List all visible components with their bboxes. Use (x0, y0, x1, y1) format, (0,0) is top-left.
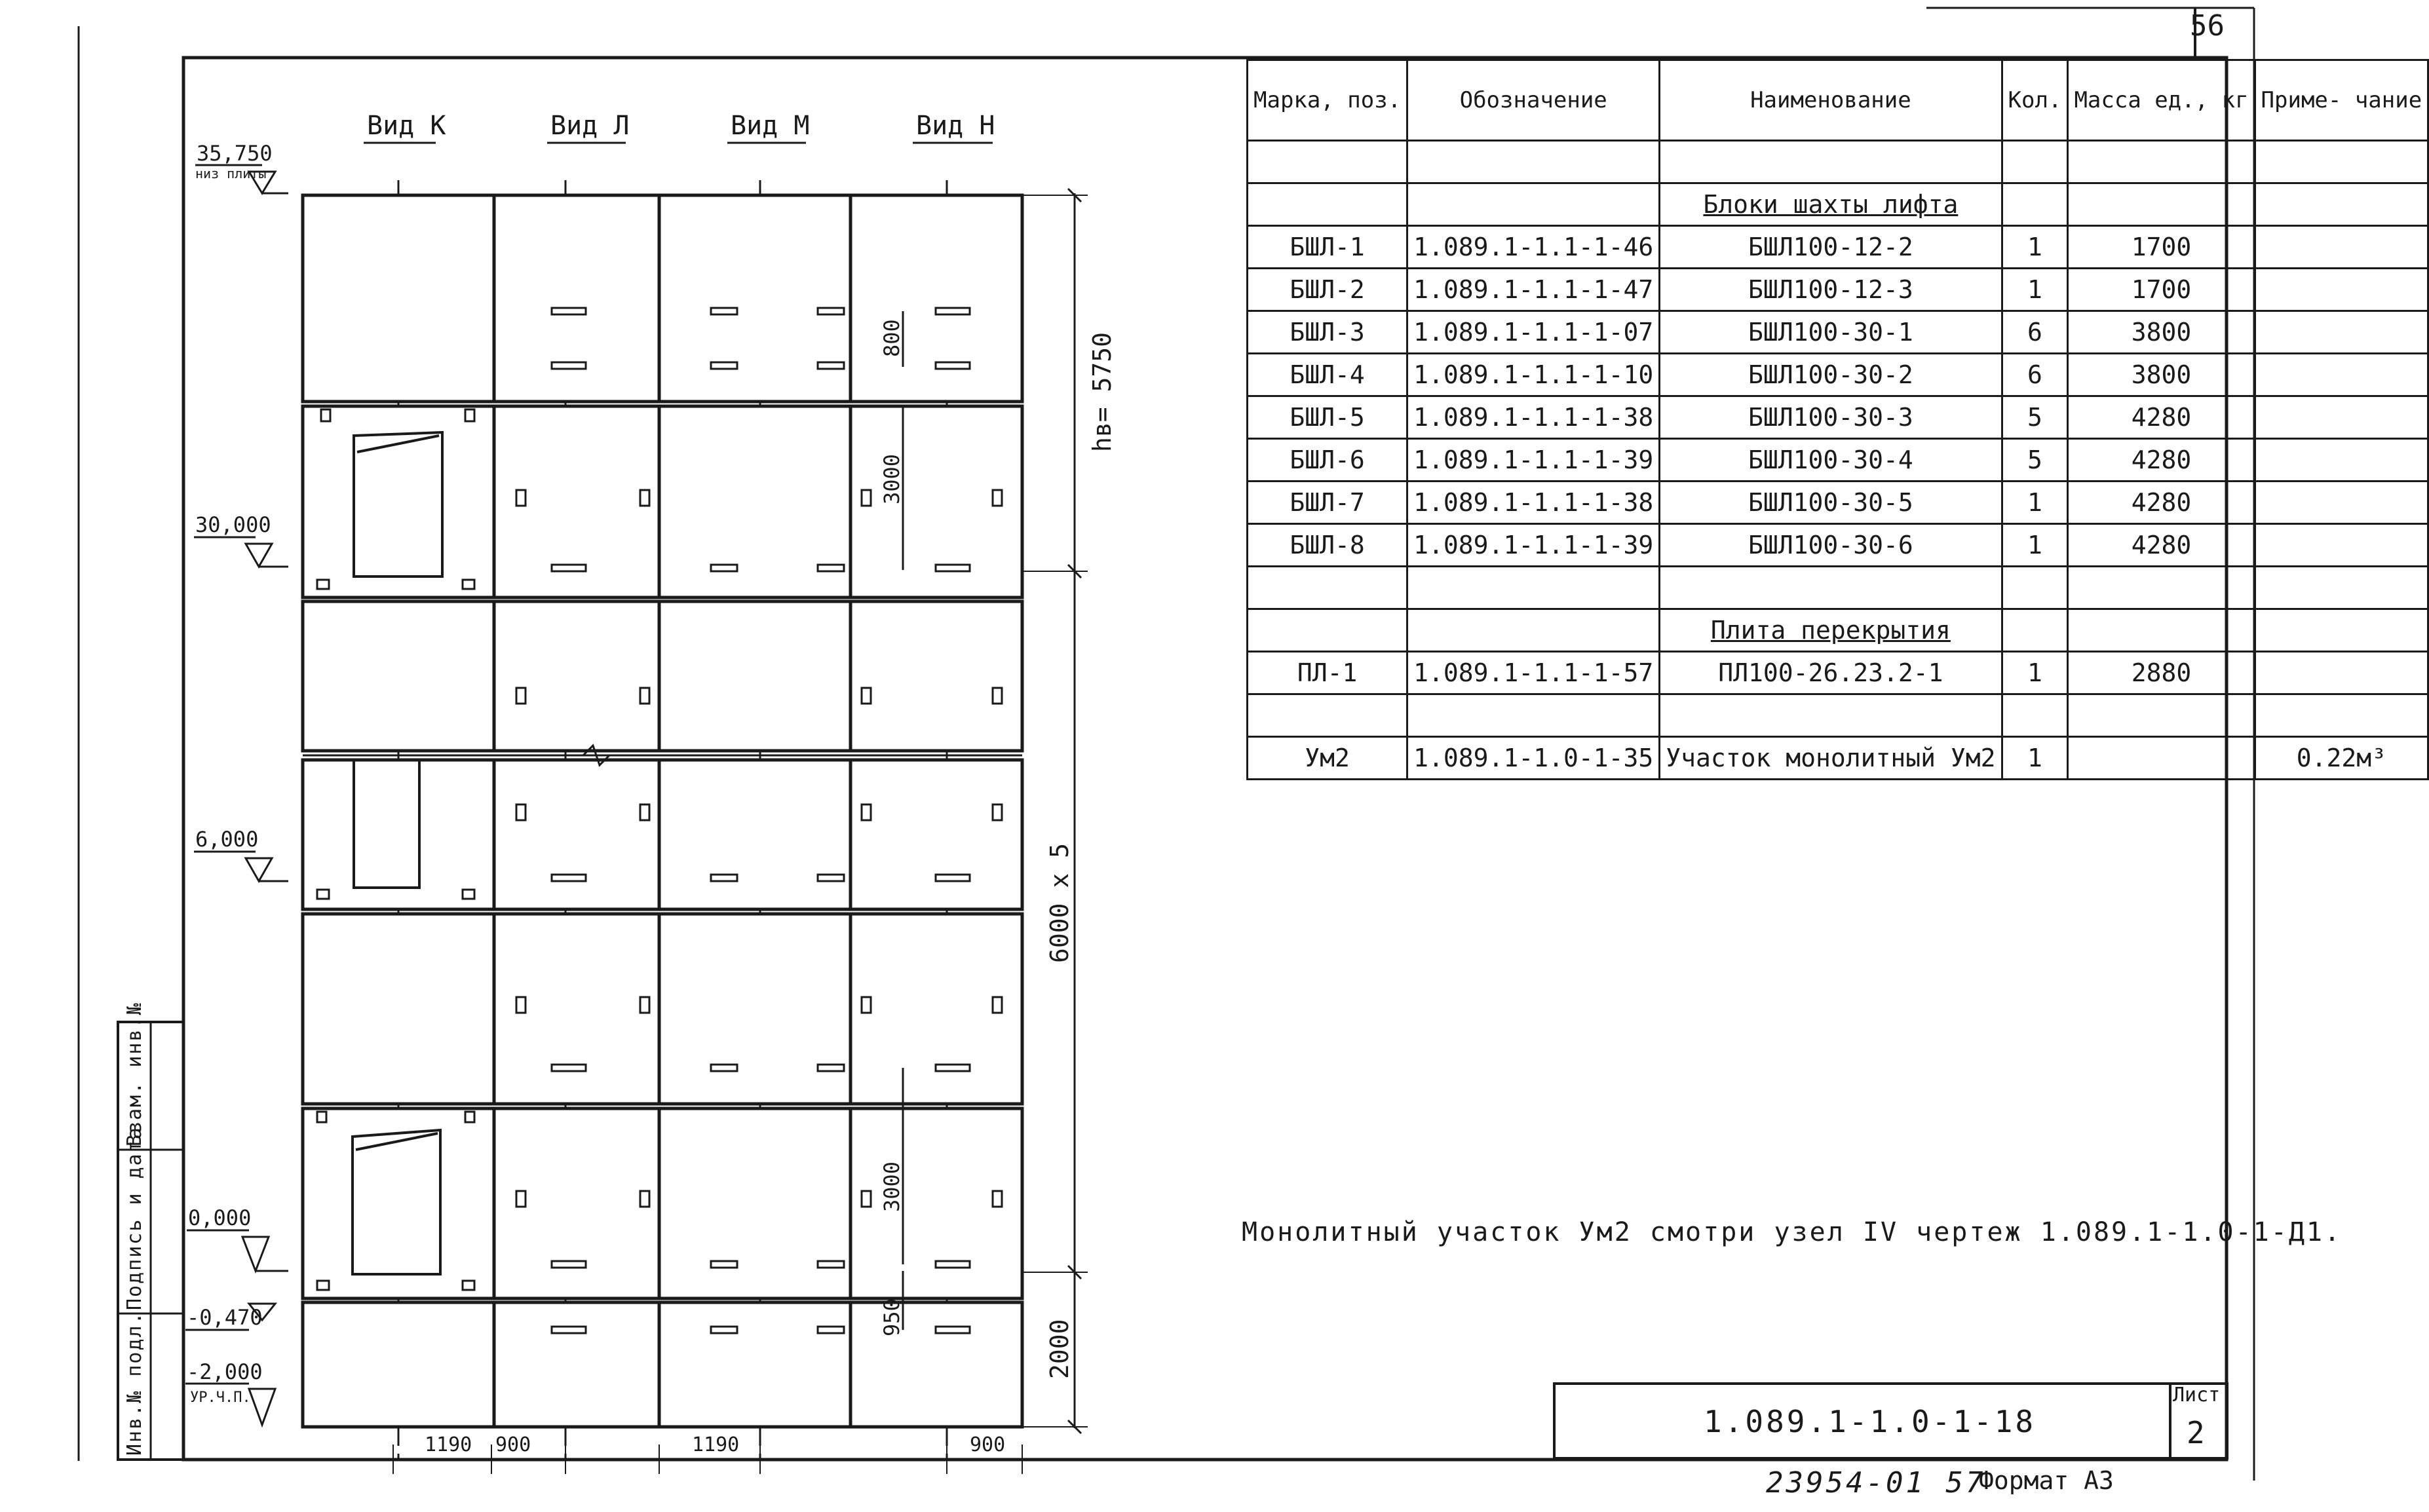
embedded-part (711, 565, 737, 571)
panel (303, 914, 494, 1104)
elev-0: 0,000 (188, 1205, 252, 1230)
embedded-part (818, 565, 844, 571)
dim-bottom-2: 900 (495, 1433, 531, 1456)
side-inv-orig: Инв.№ подл. (123, 1311, 146, 1456)
panel (851, 601, 1022, 751)
embedded-part (993, 688, 1002, 704)
table-row: БШЛ-3 1.089.1-1.1-1-07 БШЛ100-30-1 6 3800 (1248, 311, 2428, 354)
embedded-part (818, 1065, 844, 1071)
table-row: БШЛ-2 1.089.1-1.1-1-47 БШЛ100-12-3 1 1700 (1248, 269, 2428, 311)
sheet-number: 2 (2187, 1415, 2205, 1450)
panel (851, 1302, 1022, 1427)
lifting-lug (463, 890, 474, 899)
table-row: БШЛ-1 1.089.1-1.1-1-46 БШЛ100-12-2 1 1700 (1248, 226, 2428, 269)
table-row: Ум2 1.089.1-1.0-1-35 Участок монолитный Ум2 1 0.22м³ (1248, 737, 2428, 780)
embedded-part (862, 688, 871, 704)
embedded-part (862, 490, 871, 506)
embedded-part (818, 308, 844, 314)
panel (659, 1108, 851, 1298)
embedded-part (818, 362, 844, 369)
dim-bottom-1: 1190 (425, 1433, 472, 1456)
view-label-m: Вид М (731, 111, 810, 141)
embedded-part (862, 804, 871, 820)
table-row: БШЛ-4 1.089.1-1.1-1-10 БШЛ100-30-2 6 3800 (1248, 354, 2428, 396)
page-number: 56 (2190, 9, 2225, 43)
table-row: БШЛ-6 1.089.1-1.1-1-39 БШЛ100-30-4 5 4280 (1248, 439, 2428, 482)
embedded-part (640, 688, 649, 704)
view-label-n: Вид Н (916, 111, 995, 141)
embedded-part (640, 997, 649, 1013)
panel (659, 1302, 851, 1427)
table-row-empty (1248, 694, 2428, 737)
elev-top: 35,750 (197, 141, 273, 166)
specification-table (1246, 59, 2429, 780)
embedded-part (993, 1191, 1002, 1207)
embedded-part (640, 490, 649, 506)
embedded-part (818, 1327, 844, 1333)
embedded-part (552, 308, 586, 314)
elev-m2: -2,000 (187, 1359, 263, 1384)
paper-format: Формат А3 (1979, 1466, 2114, 1495)
lifting-lug (321, 409, 330, 421)
embedded-part (640, 804, 649, 820)
elev-30: 30,000 (195, 512, 271, 537)
embedded-part (993, 490, 1002, 506)
embedded-part (711, 362, 737, 369)
lifting-lug (463, 1281, 474, 1290)
embedded-part (936, 308, 970, 314)
embedded-part (516, 1191, 526, 1207)
panel (303, 601, 494, 751)
embedded-part (552, 1065, 586, 1071)
embedded-part (818, 1261, 844, 1268)
elev-top-note: низ плиты (195, 166, 267, 181)
panel (494, 760, 659, 909)
embedded-part (516, 490, 526, 506)
dim-3000-a: 3000 (879, 453, 904, 504)
lifting-lug (317, 1281, 329, 1290)
panel (659, 914, 851, 1104)
panel (494, 1302, 659, 1427)
lifting-lug (317, 580, 329, 589)
dim-950: 950 (879, 1298, 904, 1336)
elev-m2-note: УР.Ч.П. (190, 1389, 251, 1406)
lifting-lug (465, 1112, 474, 1122)
dim-3000-b: 3000 (879, 1161, 904, 1212)
bottom-dimensions (393, 1433, 1022, 1474)
view-label-l: Вид Л (550, 111, 630, 141)
embedded-part (552, 362, 586, 369)
panel (851, 195, 1022, 402)
embedded-part (711, 875, 737, 881)
panel (851, 760, 1022, 909)
embedded-part (552, 875, 586, 881)
elevation-marks (185, 141, 288, 1425)
table-group-row (1248, 609, 2428, 652)
panel (494, 601, 659, 751)
table-row: ПЛ-1 1.089.1-1.1-1-57 ПЛ100-26.23.2-1 1 2880 (1248, 652, 2428, 694)
shaft-elevation (303, 195, 1022, 1427)
col-note: Приме- чание (2255, 60, 2428, 141)
document-code: 1.089.1-1.0-1-18 (1704, 1404, 2037, 1439)
side-sign-date: Подпись и дата (123, 1126, 146, 1310)
table-header (1248, 60, 2428, 141)
col-qty: Кол. (2002, 60, 2068, 141)
col-name: Наименование (1660, 60, 2002, 141)
lifting-lug (317, 890, 329, 899)
panel (494, 195, 659, 402)
embedded-part (993, 804, 1002, 820)
embedded-part (936, 362, 970, 369)
dim-bottom-4: 900 (970, 1433, 1006, 1456)
embedded-part (516, 804, 526, 820)
embedded-part (818, 875, 844, 881)
drawing-note: Монолитный участок Ум2 смотри узел IV чертеж 1.089.1-1.0-1-Д1. (1242, 1217, 2343, 1247)
embedded-part (936, 1065, 970, 1071)
col-designation: Обозначение (1407, 60, 1660, 141)
panel (659, 601, 851, 751)
embedded-part (993, 997, 1002, 1013)
panel (303, 1302, 494, 1427)
panel (303, 195, 494, 402)
table-row: БШЛ-8 1.089.1-1.1-1-39 БШЛ100-30-6 1 4280 (1248, 524, 2428, 567)
table-group-row (1248, 183, 2428, 226)
lifting-lug (463, 580, 474, 589)
embedded-part (862, 1191, 871, 1207)
elev-6: 6,000 (195, 827, 259, 852)
table-row: БШЛ-7 1.089.1-1.1-1-38 БШЛ100-30-5 1 4280 (1248, 482, 2428, 524)
dim-base: 2000 (1045, 1319, 1074, 1379)
lifting-lug (317, 1112, 326, 1122)
embedded-part (516, 688, 526, 704)
side-inv-replace: Взам. инв.№ (123, 1002, 146, 1146)
dim-800: 800 (879, 319, 904, 357)
embedded-part (936, 565, 970, 571)
panel (659, 195, 851, 402)
sheet-label: Лист (2173, 1384, 2221, 1407)
embedded-part (552, 1261, 586, 1268)
embedded-part (711, 1065, 737, 1071)
embedded-part (936, 1261, 970, 1268)
embedded-part (516, 997, 526, 1013)
embedded-part (640, 1191, 649, 1207)
table-row-empty (1248, 567, 2428, 609)
embedded-part (552, 565, 586, 571)
elev-m047: -0,470 (187, 1305, 263, 1330)
embedded-part (862, 997, 871, 1013)
embedded-part (711, 1327, 737, 1333)
col-mark: Марка, поз. (1248, 60, 1407, 141)
embedded-part (711, 308, 737, 314)
panel (303, 1108, 494, 1298)
dim-floors: 6000 x 5 (1045, 842, 1074, 963)
group-shaft: Блоки шахты лифта (1660, 183, 2002, 226)
group-slab: Плита перекрытия (1660, 609, 2002, 652)
view-label-k: Вид К (367, 111, 446, 141)
dim-hb: hв= 5750 (1088, 331, 1117, 452)
table-row: БШЛ-5 1.089.1-1.1-1-38 БШЛ100-30-3 5 4280 (1248, 396, 2428, 439)
panel (659, 760, 851, 909)
col-mass: Масса ед., кг (2068, 60, 2255, 141)
right-dimensions (1022, 189, 1117, 1433)
dim-bottom-3: 1190 (692, 1433, 740, 1456)
embedded-part (936, 875, 970, 881)
embedded-part (552, 1327, 586, 1333)
table-row-empty (1248, 141, 2428, 183)
lifting-lug (465, 409, 474, 421)
embedded-part (936, 1327, 970, 1333)
inventory-number: 23954-01 57 (1766, 1466, 1986, 1500)
embedded-part (711, 1261, 737, 1268)
